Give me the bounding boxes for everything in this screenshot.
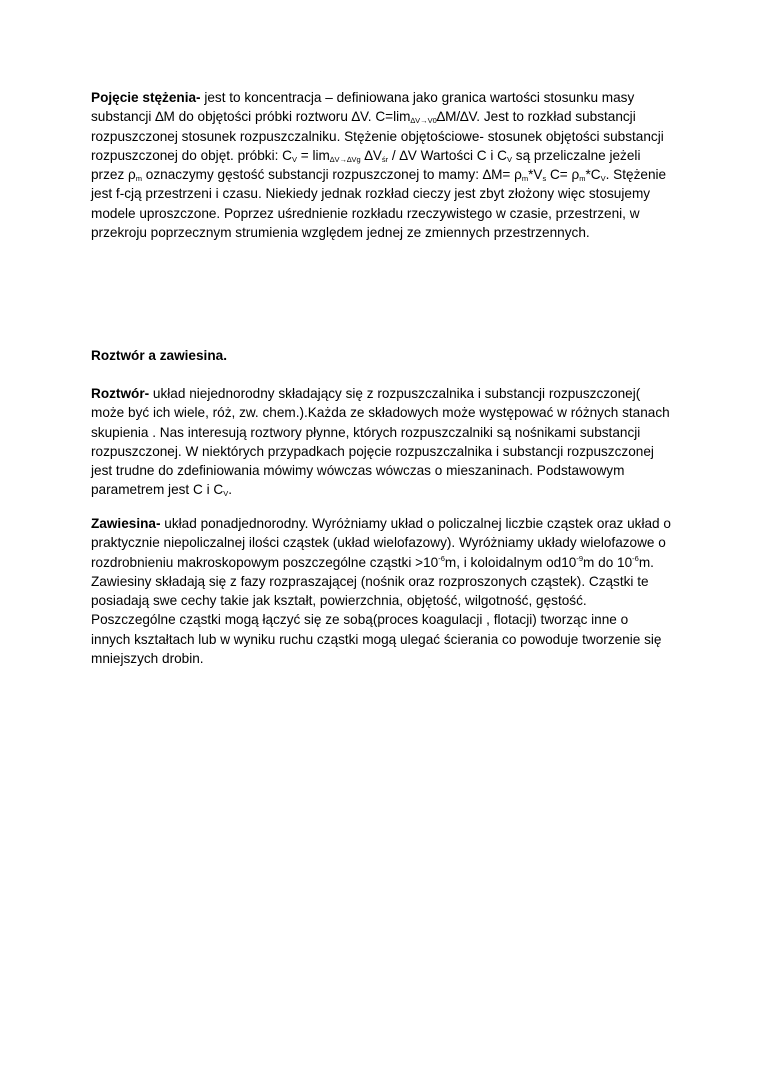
subscript: m: [579, 174, 586, 184]
subscript: V: [223, 489, 229, 499]
text-run: C= ρ: [546, 167, 580, 183]
text-run: m do 10: [583, 554, 633, 570]
subscript: m: [521, 174, 529, 184]
text-run: *V: [528, 167, 543, 183]
subscript: s: [542, 174, 547, 184]
text-run: *C: [585, 167, 601, 183]
subscript: V: [507, 154, 513, 164]
text-run: układ niejednorodny składający się z rozpuszczalnika i substancji rozpuszczonej( może być ich wiele, róż, zw. chem.).Każda ze składowych może występować w różnych stanach skupienia . Nas interesują roztwory płynne, których rozpuszczalniki są nośnikami substancji rozpuszczonej. W niektórych przypadkach pojęcie rozpuszczalnika i substancji rozpuszczonej jest trudne do zdefiniowania mówimy wówczas wówczas o mieszaninach. Podstawowym parametrem jest C i C: [91, 386, 670, 498]
text-run: m. Zawiesiny składają się z fazy rozpraszającej (nośnik oraz rozproszonych cząstek). Cząstki te posiadają swe cechy takie jak kształt, powierzchnia, objętość, wilgotność, gęstość. Poszczególne cząstki mogą łączyć się ze sobą(proces koagulacji , flotacji) tworząc inne o innych kształtach lub w wyniku ruchu cząstki mogą ulegać ścierania co powoduje tworzenie się mniejszych drobin.: [91, 554, 662, 667]
concentration-heading: Pojęcie stężenia-: [91, 90, 201, 105]
solution-paragraph: [91, 384, 671, 500]
subscript: śr: [381, 154, 389, 164]
subscript: ∆V→V0: [410, 116, 437, 126]
text-run: = lim: [297, 147, 330, 163]
superscript: -6: [632, 553, 639, 563]
subscript: ∆V→∆Vg: [329, 154, 361, 164]
concentration-paragraph: [91, 88, 671, 242]
suspension-heading: Zawiesina-: [91, 516, 161, 531]
text-run: / ∆V Wartości C i C: [388, 147, 507, 163]
subscript: V: [292, 154, 298, 164]
text-run: oznaczymy gęstość substancji rozpuszczonej to mamy: ∆M= ρ: [142, 167, 522, 183]
text-run: . Stężenie jest f-cją przestrzeni i czasu. Niekiedy jednak rozkład cieczy jest zbyt złożony więc stosujemy modele uproszczone. Poprzez uśrednienie rozkładu rzeczywistego w czasie, przestrzeni, w przekroju poprzecznym strumienia względem jednej ze zmiennych przestrzennych.: [91, 167, 667, 241]
text-run: są przeliczalne jeżeli przez ρ: [91, 147, 641, 183]
superscript: -6: [438, 553, 445, 563]
text-run: ∆V: [360, 147, 382, 163]
solution-heading: Roztwór-: [91, 386, 150, 401]
section-title: [91, 346, 671, 365]
suspension-paragraph: [91, 514, 671, 668]
subscript: V: [600, 174, 606, 184]
text-run: ∆M/∆V. Jest to rozkład substancji rozpuszczonej stosunek rozpuszczalniku. Stężenie objętościowe- stosunek objętości substancji rozpuszczonej do objęt. próbki: C: [91, 109, 664, 163]
text-run: m, i koloidalnym od10: [444, 554, 577, 570]
subscript: m: [135, 174, 143, 184]
section-title-text: Roztwór a zawiesina.: [91, 348, 227, 363]
text-run: jest to koncentracja – definiowana jako granica wartości stosunku masy substancji ∆M do objętości próbki roztworu ∆V. C=lim: [91, 90, 635, 125]
superscript: -9: [576, 553, 584, 563]
text-run: układ ponadjednorodny. Wyróżniamy układ o policzalnej liczbie cząstek oraz układ o praktycznie niepoliczalnej ilości cząstek (układ wielofazowy). Wyróżniamy układy wielofazowe o rozdrobnieniu makroskopowym poszczególne cząstki >10: [91, 516, 671, 570]
text-run: .: [228, 482, 232, 498]
